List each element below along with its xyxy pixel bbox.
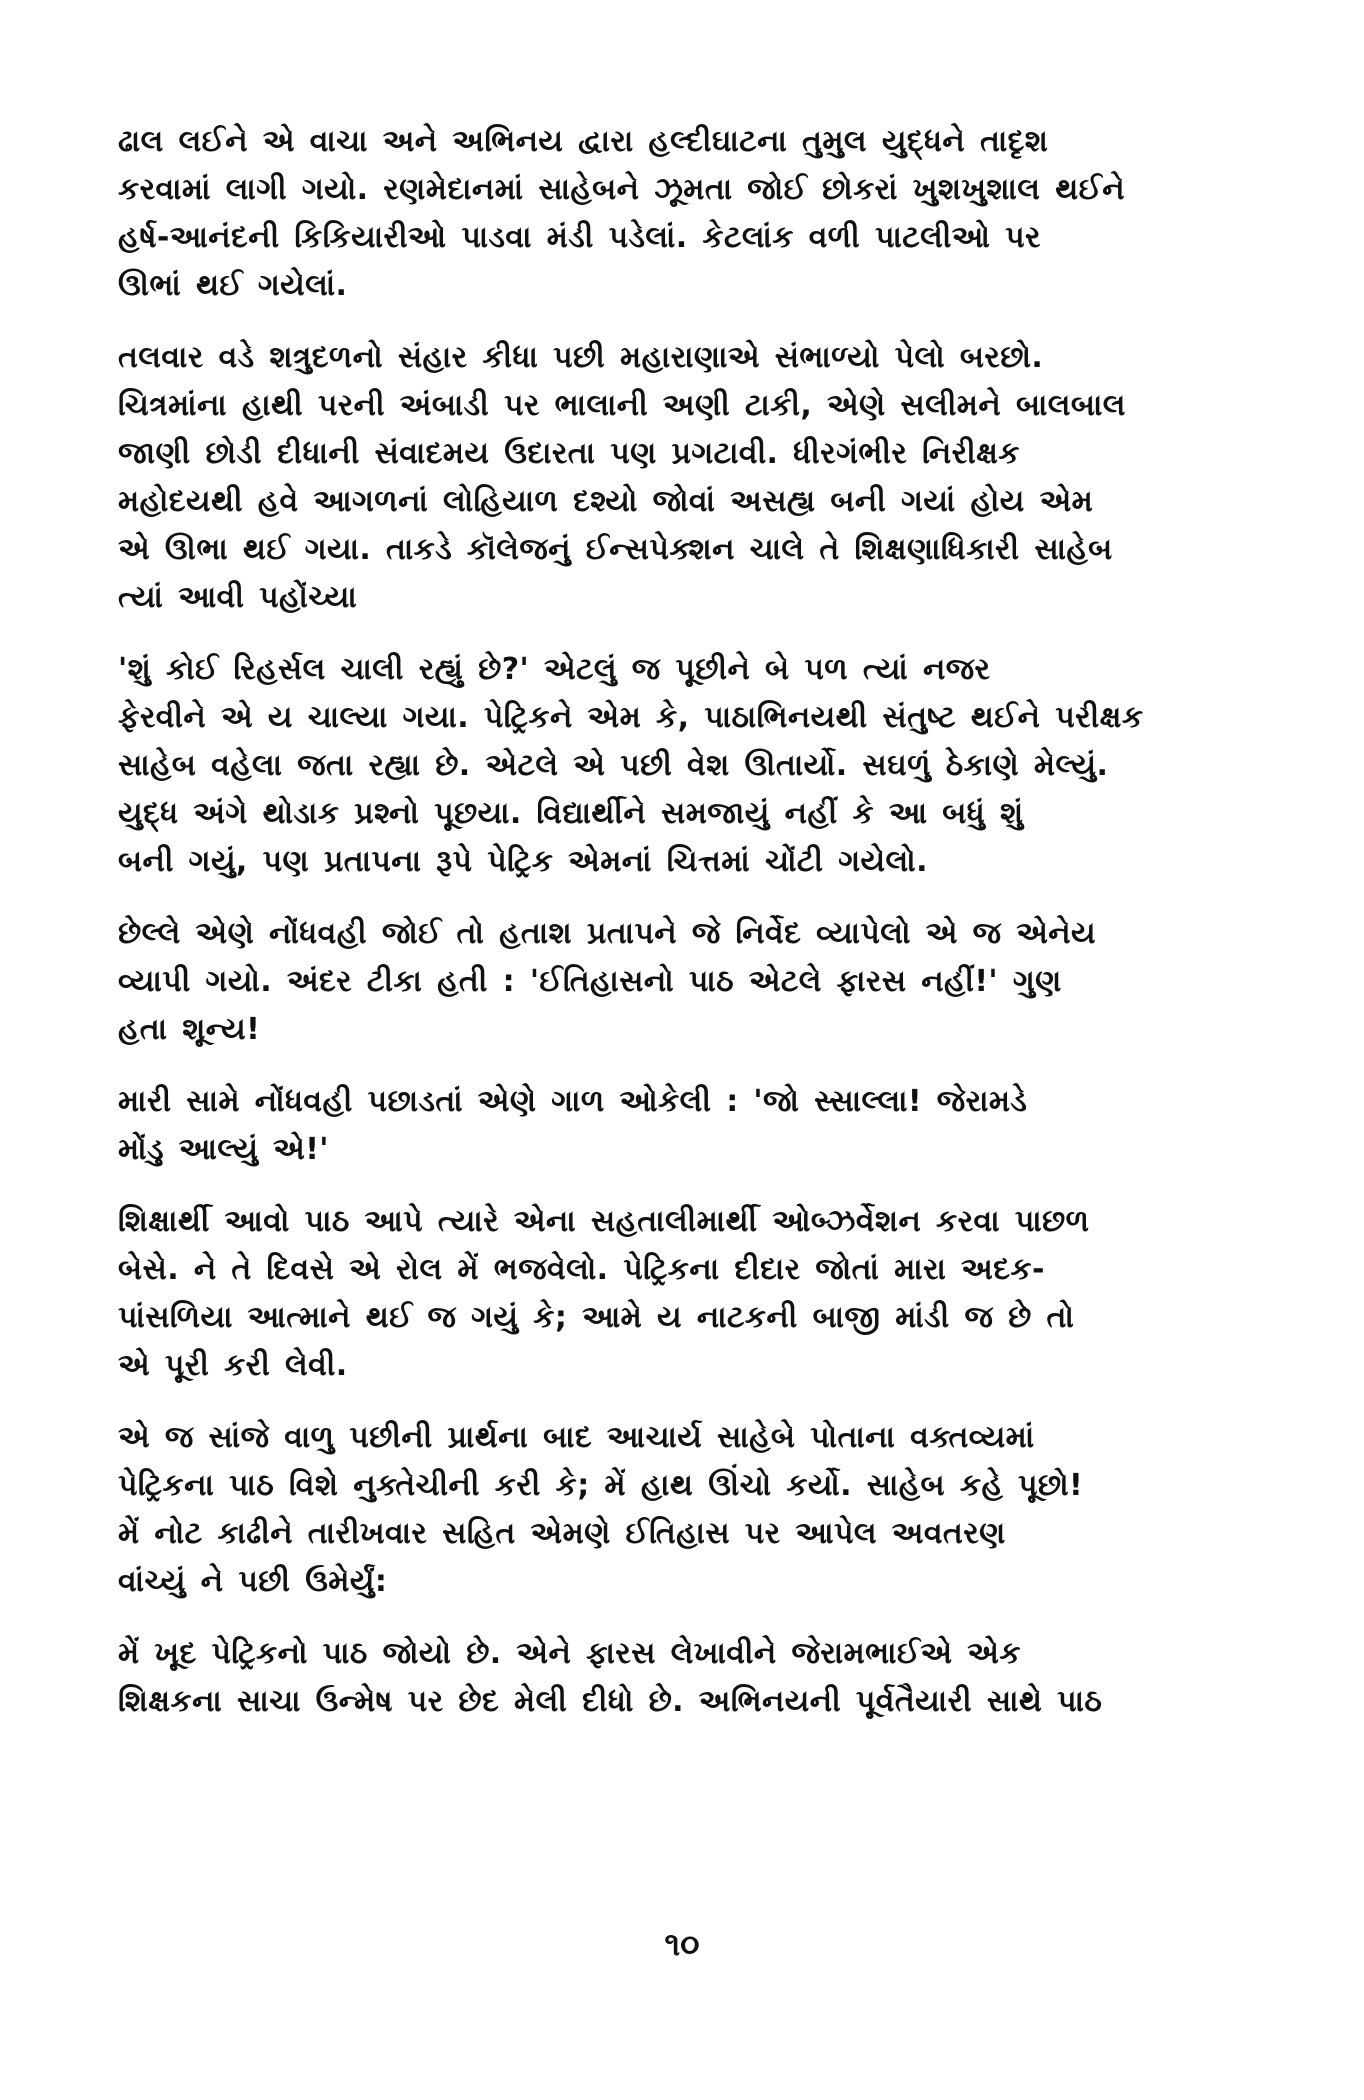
text-line: ઊભાં થઈ ગયેલાં. — [118, 268, 348, 303]
text-line: ચિત્રમાંના હાથી પરની અંબાડી પર ભાલાની અણી ટાકી, એણે સલીમને બાલબાલ — [118, 388, 1126, 423]
text-line: હતા શૂન્ય! — [118, 1012, 261, 1047]
text-line: 'શું કોઈ રિહર્સલ ચાલી રહ્યું છે?' એટલું જ પૂછીને બે પળ ત્યાં નજર — [118, 652, 991, 687]
text-line: કરવામાં લાગી ગયો. રણમેદાનમાં સાહેબને ઝૂમતા જોઈ છોકરાં ખુશખુશાલ થઈને — [118, 172, 1125, 207]
text-line: એ જ સાંજે વાળુ પછીની પ્રાર્થના બાદ આચાર્ય સાહેબે પોતાના વક્તવ્યમાં — [118, 1420, 1035, 1455]
text-line: બેસે. ને તે દિવસે એ રોલ મેં ભજવેલો. પેટ્રિકના દીદાર જોતાં મારા અદક- — [118, 1252, 1045, 1287]
text-line: શિક્ષકના સાચા ઉન્મેષ પર છેદ મેલી દીધો છે. અભિનયની પૂર્વતૈયારી સાથે પાઠ — [118, 1684, 1103, 1719]
text-line: તલવાર વડે શત્રુદળનો સંહાર કીધા પછી મહારાણાએ સંભાળ્યો પેલો બરછો. — [118, 340, 1044, 375]
text-line: ઢાલ લઈને એ વાચા અને અભિનય દ્વારા હલ્દીઘાટના તુમુલ યુદ્ધને તાદૃશ — [118, 124, 1049, 159]
text-line: જાણી છોડી દીધાની સંવાદમય ઉદારતા પણ પ્રગટાવી. ધીરગંભીર નિરીક્ષક — [118, 436, 1020, 471]
paragraph-1 — [118, 118, 1236, 310]
text-line: મોંડુ આલ્યું એ!' — [118, 1132, 329, 1167]
text-line: પાંસળિયા આત્માને થઈ જ ગયું કે; આમે ય નાટકની બાજી માંડી જ છે તો — [118, 1300, 1075, 1335]
text-line: એ ઊભા થઈ ગયા. તાકડે કૉલેજનું ઈન્સપેક્શન ચાલે તે શિક્ષણાધિકારી સાહેબ — [118, 532, 1113, 567]
page-number: ૧૦ — [664, 1925, 700, 1963]
text-line: મારી સામે નોંધવહી પછાડતાં એણે ગાળ ઓકેલી : 'જો સ્સાલ્લા! જેરામડે — [118, 1084, 1028, 1119]
text-line: પેટ્રિકના પાઠ વિશે નુક્તેચીની કરી કે; મેં હાથ ઊંચો કર્યો. સાહેબ કહે પૂછો! — [118, 1468, 1084, 1503]
text-line: હર્ષ-આનંદની કિકિયારીઓ પાડવા મંડી પડેલાં. કેટલાંક વળી પાટલીઓ પર — [118, 220, 1041, 255]
text-line: ત્યાં આવી પહોંચ્યા — [118, 580, 358, 615]
text-line: વાંચ્યું ને પછી ઉમેર્યું: — [118, 1564, 388, 1599]
text-line: શિક્ષાર્થી આવો પાઠ આપે ત્યારે એના સહતાલીમાર્થી ઓબ્ઝર્વેશન કરવા પાછળ — [118, 1204, 1090, 1239]
text-line: એ પૂરી કરી લેવી. — [118, 1348, 348, 1383]
paragraph-8 — [118, 1630, 1236, 1726]
paragraph-5 — [118, 1078, 1236, 1174]
paragraph-2 — [118, 334, 1236, 622]
body-text — [118, 118, 1236, 1726]
paragraph-7 — [118, 1414, 1236, 1606]
text-line: ફેરવીને એ ય ચાલ્યા ગયા. પેટ્રિકને એમ કે, પાઠાભિનયથી સંતુષ્ટ થઈને પરીક્ષક — [118, 700, 1144, 735]
text-line: સાહેબ વહેલા જતા રહ્યા છે. એટલે એ પછી વેશ ઊતાર્યો. સઘળું ઠેકાણે મેલ્યું. — [118, 748, 1109, 783]
text-line: બની ગયું, પણ પ્રતાપના રૂપે પેટ્રિક એમનાં ચિત્તમાં ચોંટી ગયેલો. — [118, 844, 928, 879]
text-line: છેલ્લે એણે નોંધવહી જોઈ તો હતાશ પ્રતાપને જે નિર્વેદ વ્યાપેલો એ જ એનેય — [118, 916, 1096, 951]
text-line: યુદ્ધ અંગે થોડાક પ્રશ્નો પૂછયા. વિદ્યાર્થીને સમજાયું નહીં કે આ બધું શું — [118, 796, 1024, 831]
paragraph-3 — [118, 646, 1236, 886]
text-line: મહોદયથી હવે આગળનાં લોહિયાળ દશ્યો જોવાં અસહ્ય બની ગયાં હોય એમ — [118, 484, 1094, 519]
paragraph-6 — [118, 1198, 1236, 1390]
text-line: વ્યાપી ગયો. અંદર ટીકા હતી : 'ઈતિહાસનો પાઠ એટલે ફારસ નહીં!' ગુણ — [118, 964, 1062, 999]
text-line: મેં ખૂદ પેટ્રિકનો પાઠ જોયો છે. એને ફારસ લેખાવીને જેરામભાઈએ એક — [118, 1636, 1021, 1671]
text-line: મેં નોટ કાઢીને તારીખવાર સહિત એમણે ઈતિહાસ પર આપેલ અવતરણ — [118, 1516, 1006, 1551]
paragraph-4 — [118, 910, 1236, 1054]
